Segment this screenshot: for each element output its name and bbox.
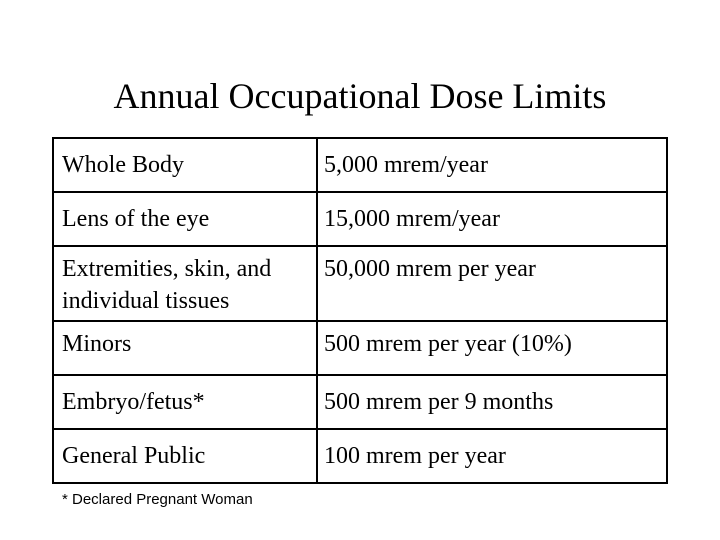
table-row: [53, 321, 667, 375]
table-row: [53, 246, 667, 321]
table-row: [53, 192, 667, 246]
category-cell: General Public: [53, 429, 317, 483]
category-cell: Lens of the eye: [53, 192, 317, 246]
table-row: [53, 429, 667, 483]
limit-cell: 15,000 mrem/year: [317, 192, 667, 246]
dose-limits-table: [52, 137, 668, 484]
category-cell: Minors: [53, 321, 317, 375]
limit-cell: 500 mrem per year (10%): [317, 321, 667, 375]
table-row: [53, 138, 667, 192]
category-cell: Embryo/fetus*: [53, 375, 317, 429]
limit-cell: 5,000 mrem/year: [317, 138, 667, 192]
limit-cell: 100 mrem per year: [317, 429, 667, 483]
slide-title: Annual Occupational Dose Limits: [113, 76, 607, 116]
limit-cell: 500 mrem per 9 months: [317, 375, 667, 429]
limit-cell: 50,000 mrem per year: [317, 246, 667, 321]
category-cell: Extremities, skin, and individual tissues: [53, 246, 317, 321]
table-row: [53, 375, 667, 429]
category-cell: Whole Body: [53, 138, 317, 192]
footnote: * Declared Pregnant Woman: [62, 491, 253, 508]
